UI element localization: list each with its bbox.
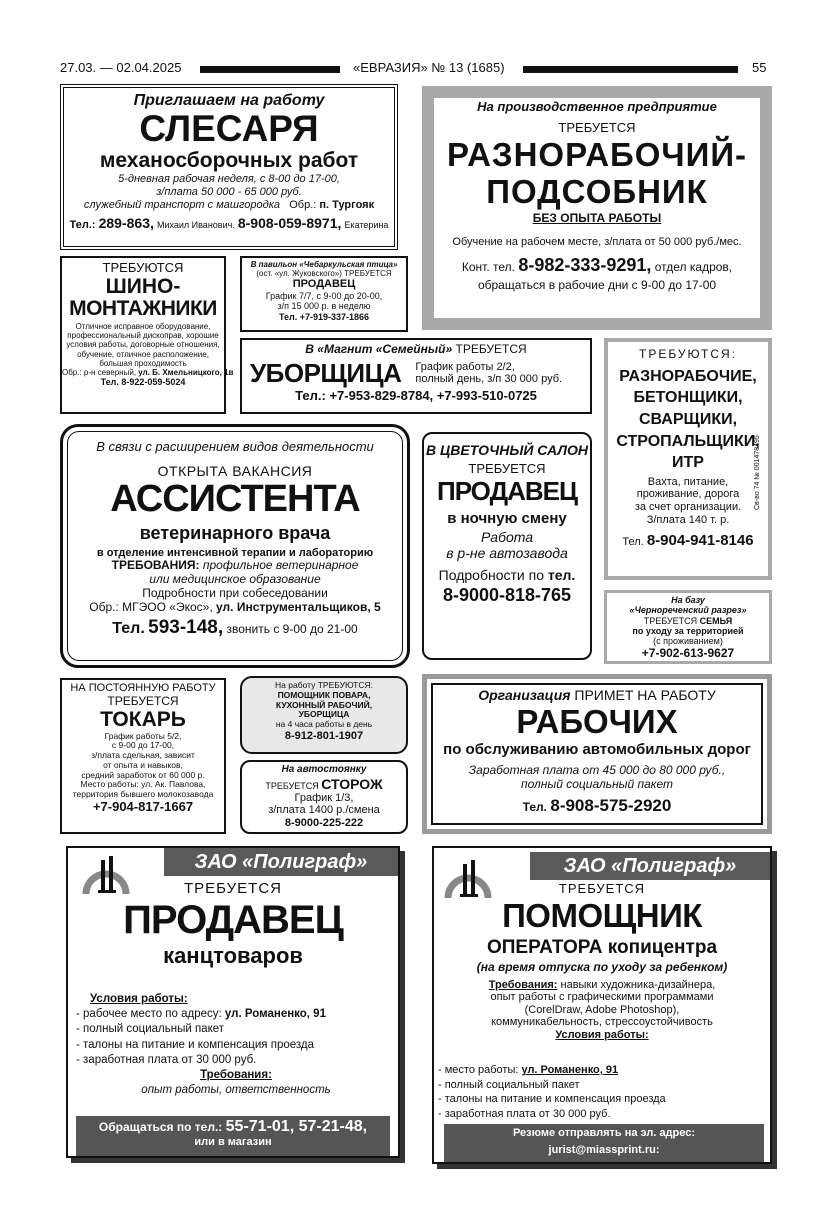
ad-assistent-req1: профильное ветеринарное (202, 558, 359, 573)
ad-poligraf-prodavec-f2: 55-71-01, 57-21-48, (225, 1118, 368, 1135)
ad-stroiteli-t5: ИТР (672, 454, 704, 472)
ad-poligraf-pomoshchnik-q3: (CorelDraw, Adobe Photoshop), (524, 1003, 680, 1016)
ad-storozh-salary: з/плата 1400 р./смена (268, 804, 380, 817)
ad-tokar (60, 678, 226, 834)
ad-povar (240, 676, 408, 754)
ad-poligraf-prodavec-f1: Обращаться по тел.: (98, 1120, 223, 1134)
ad-cvety-req: ТРЕБУЕТСЯ (468, 461, 546, 477)
ad-shinomontazh-line4: обучение, отличное расположение, (77, 349, 209, 359)
ad-ptica-hours: График 7/7, с 9-00 до 20-00, (265, 291, 383, 302)
ad-poligraf-pomoshchnik-f2: jurist@miassprint.ru: (548, 1143, 660, 1156)
ad-cvety-details: Подробности по (438, 567, 544, 584)
ad-poligraf-prodavec-req: ТРЕБУЕТСЯ (183, 880, 283, 897)
ad-tokar-req: ТРЕБУЕТСЯ (107, 693, 179, 708)
ad-raznorabochiy-phone: 8-982-333-9291, (518, 254, 652, 275)
ad-poligraf-pomoshchnik-req: ТРЕБУЕТСЯ (558, 881, 646, 896)
ad-storozh-lead: На автостоянку (281, 764, 367, 775)
ad-slesar-addr-label: Обр.: (289, 198, 317, 211)
ad-semya (604, 590, 772, 664)
ad-poligraf-pomoshchnik-band: ЗАО «Полиграф» (530, 852, 770, 880)
ad-assistent-dept: в отделение интенсивной терапии и лабораторию (96, 546, 374, 559)
ad-poligraf-prodavec (66, 846, 400, 1158)
ad-shinomontazh-line1: Отличное исправное оборудование, (75, 322, 211, 332)
ad-raznorabochiy-title2: ПОДСОБНИК (486, 172, 708, 210)
ad-shinomontazh-phone: Тел. 8-922-059-5024 (100, 377, 186, 388)
ad-storozh-phone: 8-9000-225-222 (284, 816, 364, 829)
ad-tokar-line1: График работы 5/2, (104, 730, 182, 741)
ad-cvety-work: Работа (480, 528, 534, 545)
ad-cvety-area: в р-не автозавода (446, 544, 568, 561)
ad-slesar-phone-label: Тел.: (69, 219, 96, 232)
ad-rabochih-salary: Заработная плата от 45 000 до 80 000 руб., (468, 763, 726, 778)
ad-poligraf-prodavec-title: ПРОДАВЕЦ (123, 898, 343, 943)
ad-raznorabochiy-hours: обращаться в рабочие дни с 9-00 до 17-00 (477, 278, 717, 293)
ad-stroiteli-phone-label: Тел. (622, 536, 644, 549)
ad-poligraf-prodavec-c4: - заработная плата от 30 000 руб. (76, 1053, 257, 1066)
ad-povar-l5: на 4 часа работы в день (275, 719, 373, 730)
ad-cvety-title: ПРОДАВЕЦ (437, 476, 577, 507)
ad-poligraf-prodavec-c3: - талоны на питание и компенсация проезда (76, 1038, 315, 1051)
ad-rabochih-sub: по обслуживанию автомобильных дорог (443, 741, 751, 759)
ad-storozh-req: ТРЕБУЕТСЯ (265, 780, 319, 791)
ad-raznorabochiy-phone-label: Конт. тел. (461, 259, 515, 274)
ad-shinomontazh-title2: МОНТАЖНИКИ (69, 296, 217, 320)
header-issue: «ЕВРАЗИЯ» № 13 (1685) (353, 60, 505, 75)
ad-tokar-line4: от опыта и навыков, (103, 759, 183, 770)
ad-ptica-salary: з/п 15 000 р. в неделю (277, 301, 371, 312)
ad-assistent-phone: 593-148, (148, 617, 224, 639)
header-rule-left (200, 66, 340, 73)
ad-semya-phone: +7-902-613-9627 (641, 645, 735, 660)
ad-poligraf-prodavec-c1a: - рабочее место по адресу: (76, 1008, 222, 1021)
ad-raznorabochiy-noexp: БЕЗ ОПЫТА РАБОТЫ (532, 211, 662, 226)
ad-tokar-line3: з/плата сдельная, зависит (91, 750, 195, 761)
ad-povar-phone: 8-912-801-1907 (284, 729, 364, 742)
ad-semya-l1: На базу (671, 595, 705, 605)
ad-semya-l4: по уходу за территорией (632, 626, 744, 637)
ad-uborshchica-schedule: График работы 2/2, (415, 360, 515, 373)
ad-shinomontazh-line5: большая проходимость (99, 358, 187, 368)
ad-stroiteli-l1: Вахта, питание, (647, 475, 729, 488)
ad-poligraf-pomoshchnik-sub: ОПЕРАТОРА копицентра (486, 936, 718, 958)
ad-raznorabochiy-title1: РАЗНОРАБОЧИЙ- (446, 135, 748, 173)
ad-semya-req: ТРЕБУЕТСЯ (643, 615, 698, 626)
ad-uborshchica-salary: полный день, з/п 30 000 руб. (415, 373, 563, 386)
ad-slesar-title: СЛЕСАРЯ (139, 108, 319, 150)
ad-ptica-line2: (ост. «ул. Жуковского») ТРЕБУЕТСЯ (256, 269, 392, 279)
header-dates: 27.03. — 02.04.2025 (60, 60, 182, 75)
ad-assistent-hours: звонить с 9-00 до 21-00 (226, 622, 358, 637)
ad-assistent-open: ОТКРЫТА ВАКАНСИЯ (157, 462, 313, 479)
ad-shinomontazh-line3: условия работы, договорные отношения, (66, 340, 220, 350)
ad-stroiteli-l2: проживание, дорога (636, 488, 740, 501)
ad-poligraf-pomoshchnik-title: ПОМОЩНИК (502, 896, 702, 934)
ad-tokar-line2: с 9-00 до 17-00, (111, 740, 175, 751)
ad-stroiteli-req: ТРЕБУЮТСЯ: (638, 347, 737, 361)
ad-poligraf-pomoshchnik-cond: Условия работы: (555, 1029, 649, 1042)
ad-rabochih (422, 674, 772, 834)
ad-poligraf-pomoshchnik-footer (444, 1124, 764, 1162)
ad-assistent-sub: ветеринарного врача (139, 522, 331, 543)
ad-povar-l3: КУХОННЫЙ РАБОЧИЙ, (275, 699, 373, 710)
ad-storozh (240, 760, 408, 834)
ad-shinomontazh-title1: ШИНО- (105, 274, 181, 298)
ad-rabochih-title: РАБОЧИХ (516, 703, 678, 741)
ad-slesar-lead: Приглашаем на работу (133, 92, 325, 109)
ad-stroiteli (604, 338, 772, 580)
ad-poligraf-prodavec-req2: Требования: (200, 1069, 272, 1082)
ad-assistent-req-label: ТРЕБОВАНИЯ: (111, 558, 200, 573)
ad-assistent-addr1: Обр.: МГЭОО «Экос», (89, 599, 213, 614)
ad-slesar-salary: з/плата 50 000 - 65 000 руб. (156, 186, 302, 199)
ad-tokar-phone: +7-904-817-1667 (92, 798, 194, 814)
ad-slesar-hours: 5-дневная рабочая неделя, с 8-00 до 17-00, (118, 173, 340, 186)
ad-raznorabochiy-lead: На производственное предприятие (477, 99, 717, 114)
ad-storozh-title: СТОРОЖ (321, 775, 383, 792)
ad-poligraf-prodavec-c2: - полный социальный пакет (76, 1023, 225, 1036)
ad-stroiteli-t3: СВАРЩИКИ, (638, 410, 738, 428)
ad-uborshchica-title: УБОРЩИЦА (250, 357, 402, 388)
ad-slesar (60, 84, 398, 250)
ad-uborshchica-req: ТРЕБУЕТСЯ (455, 342, 527, 356)
ad-raznorabochiy-training: Обучение на рабочем месте, з/плата от 50 000 руб./мес. (452, 235, 742, 248)
ad-poligraf-prodavec-sub: канцтоваров (163, 943, 303, 969)
ad-rabochih-package: полный социальный пакет (521, 777, 673, 792)
ad-poligraf-pomoshchnik-c1b: ул. Романенко, 91 (521, 1064, 619, 1076)
ad-semya-l5: (с проживанием) (653, 636, 723, 647)
ad-stroiteli-l3: за счет организации. (634, 501, 742, 514)
ad-shinomontazh-line2: профессиональный дископрав, хорошие (67, 331, 219, 341)
ad-stroiteli-t2: БЕТОНЩИКИ, (633, 389, 743, 407)
ad-poligraf-prodavec-cond: Условия работы: (90, 993, 188, 1005)
ad-rabochih-phone: 8-908-575-2920 (550, 795, 672, 815)
ad-poligraf-pomoshchnik-f1: Резюме отправлять на эл. адрес: (512, 1127, 696, 1139)
ad-slesar-contact1: Михаил Иванович. (156, 220, 235, 231)
ad-stroiteli-phone: 8-904-941-8146 (646, 532, 754, 550)
ad-uborshchica (240, 338, 592, 414)
ad-poligraf-prodavec-band: ЗАО «Полиграф» (164, 848, 398, 876)
ad-tokar-lead: НА ПОСТОЯННУЮ РАБОТУ (70, 682, 216, 694)
ad-assistent-addr2: ул. Инструментальщиков, 5 (216, 599, 381, 614)
ad-ptica (240, 256, 408, 332)
ad-assistent-lead: В связи с расширением видов деятельности (96, 439, 374, 454)
header-rule-right (523, 66, 738, 73)
ad-stroiteli-license: Св-во 74 № 001478495 (754, 435, 761, 510)
ad-slesar-subtitle: механосборочных работ (99, 149, 359, 173)
ad-cvety-lead: В ЦВЕТОЧНЫЙ САЛОН (426, 442, 588, 458)
ad-povar-l1: На работу ТРЕБУЮТСЯ: (275, 680, 373, 690)
ad-poligraf-pomoshchnik-sub2: (на время отпуска по уходу за ребенком) (476, 959, 728, 974)
ad-semya-family: СЕМЬЯ (699, 615, 733, 626)
ad-ptica-line1: В павильон «Чебаркульская птица» (250, 260, 398, 269)
ad-tokar-line5: средний заработок от 60 000 р. (81, 769, 205, 780)
ad-uborshchica-phone: Тел.: +7-953-829-8784, +7-993-510-0725 (295, 387, 537, 403)
ad-cvety-phone-label: тел. (547, 567, 576, 584)
ad-assistent-phone-label: Тел. (112, 620, 145, 638)
ad-poligraf-pomoshchnik-q4: коммуникабельность, стрессоустойчивость (491, 1016, 713, 1029)
ad-poligraf-pomoshchnik-c2: - полный социальный пакет (438, 1078, 580, 1091)
ad-raznorabochiy (422, 86, 772, 330)
ad-slesar-phone1: 289-863, (98, 215, 154, 232)
ad-assistent (60, 424, 410, 668)
ad-tokar-line6: Место работы: ул. Ак. Павлова, (80, 779, 206, 790)
ad-poligraf-prodavec-footer (76, 1116, 390, 1156)
ad-poligraf-prodavec-c1b: ул. Романенко, 91 (224, 1008, 326, 1021)
ad-semya-l2: «Чернореченский разрез» (629, 605, 747, 616)
ad-stroiteli-t1: РАЗНОРАБОЧИЕ, (619, 367, 757, 385)
ad-poligraf-pomoshchnik (432, 846, 772, 1164)
ad-slesar-transport: служебный транспорт с машгородка (83, 198, 281, 211)
ad-poligraf-pomoshchnik-q1a: Требования: (488, 978, 558, 991)
ad-rabochih-lead1: Организация (478, 687, 571, 703)
ad-shinomontazh-addr1: Обр.: р-н северный, (62, 367, 137, 377)
ad-ptica-phone: Тел. +7-919-337-1866 (278, 311, 370, 322)
ad-storozh-schedule: График 1/3, (294, 791, 354, 804)
ad-povar-l2: ПОМОЩНИК ПОВАРА, (277, 689, 371, 700)
ad-poligraf-prodavec-f3: или в магазин (194, 1136, 272, 1149)
ad-assistent-title: АССИСТЕНТА (110, 478, 360, 521)
ad-tokar-line7: территория бывшего молокозавода (72, 789, 214, 800)
ad-poligraf-pomoshchnik-c4: - заработная плата от 30 000 руб. (438, 1107, 611, 1120)
ad-povar-l4: УБОРЩИЦА (298, 709, 350, 720)
ad-cvety-phone: 8-9000-818-765 (442, 585, 572, 606)
ad-raznorabochiy-dept: отдел кадров, (654, 259, 733, 274)
ad-rabochih-phone-label: Тел. (522, 799, 548, 814)
ad-poligraf-prodavec-r1: опыт работы, ответственность (141, 1084, 331, 1097)
ad-stroiteli-l4: З/плата 140 т. р. (646, 513, 730, 526)
ad-ptica-title: ПРОДАВЕЦ (292, 278, 356, 291)
ad-cvety-sub: в ночную смену (447, 509, 567, 527)
ad-slesar-addr: п. Тургояк (319, 198, 375, 211)
ad-assistent-req2: или медицинское образование (149, 571, 321, 586)
ad-poligraf-pomoshchnik-c1a: - место работы: (438, 1064, 519, 1076)
ad-poligraf-pomoshchnik-q1b: навыки художника-дизайнера, (560, 978, 716, 991)
ad-shinomontazh-addr2: ул. Б. Хмельницкого, 1в (138, 367, 234, 377)
ad-shinomontazh-req: ТРЕБУЮТСЯ (102, 260, 184, 275)
ad-uborshchica-lead: В «Магнит «Семейный» (305, 342, 453, 356)
ad-stroiteli-t4: СТРОПАЛЬЩИКИ, (616, 432, 760, 450)
ad-assistent-details: Подробности при собеседовании (142, 585, 328, 600)
ad-poligraf-pomoshchnik-q2: опыт работы с графическими программами (490, 991, 714, 1004)
ad-poligraf-pomoshchnik-c3: - талоны на питание и компенсация проезда (438, 1093, 666, 1106)
ad-slesar-phone2: 8-908-059-8971, (237, 215, 342, 232)
header-page-number: 55 (752, 60, 767, 75)
ad-slesar-contact2: Екатерина (344, 220, 389, 231)
ad-raznorabochiy-req: ТРЕБУЕТСЯ (558, 119, 636, 135)
ad-cvety (422, 432, 592, 660)
ad-shinomontazh (60, 256, 234, 414)
ad-rabochih-lead2: ПРИМЕТ НА РАБОТУ (574, 687, 716, 703)
ad-tokar-title: ТОКАРЬ (100, 708, 186, 732)
